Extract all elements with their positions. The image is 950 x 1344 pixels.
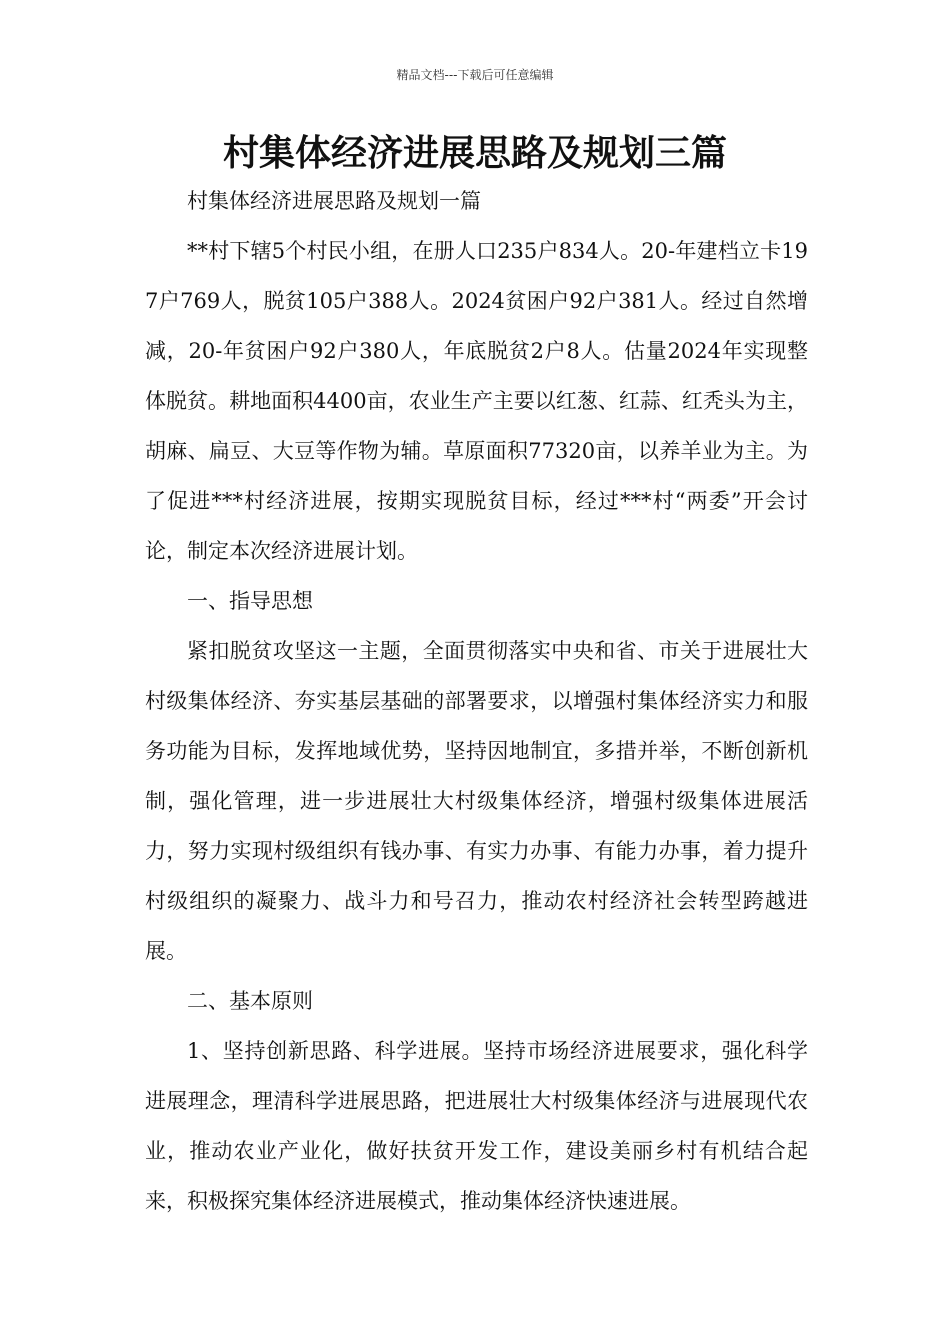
heading-basic-principles: 二、基本原则 (187, 989, 313, 1013)
paragraph-principle-1: 1、坚持创新思路、科学进展。坚持市场经济进展要求，强化科学进展理念，理清科学进展思路，把进展壮大村级集体经济与进展现代农业，推动农业产业化，做好扶贫开发工作，建设美丽乡村有机结合起来，积极探究集体经济进展模式，推动集体经济快速进展。 (145, 1039, 808, 1213)
header-note: 精品文档---下载后可任意编辑 (396, 68, 554, 82)
heading-guiding-thought: 一、指导思想 (187, 589, 313, 613)
document-body (145, 176, 808, 1226)
section-subtitle: 村集体经济进展思路及规划一篇 (187, 189, 481, 213)
paragraph-guiding-thought: 紧扣脱贫攻坚这一主题，全面贯彻落实中央和省、市关于进展壮大村级集体经济、夯实基层基础的部署要求，以增强村集体经济实力和服务功能为目标，发挥地域优势，坚持因地制宜，多措并举，不断创新机制，强化管理，进一步进展壮大村级集体经济，增强村级集体进展活力，努力实现村级组织有钱办事、有实力办事、有能力办事，着力提升村级组织的凝聚力、战斗力和号召力，推动农村经济社会转型跨越进展。 (145, 639, 808, 963)
paragraph-intro: **村下辖5个村民小组，在册人口235户834人。20-年建档立卡197户769人，脱贫105户388人。2024贫困户92户381人。经过自然增减，20-年贫困户92户380人，年底脱贫2户8人。估量2024年实现整体脱贫。耕地面积4400亩，农业生产主要以红葱、红蒜、红秃头为主，胡麻、扁豆、大豆等作物为辅。草原面积77320亩，以养羊业为主。为了促进***村经济进展，按期实现脱贫目标，经过***村“两委”开会讨论，制定本次经济进展计划。 (145, 239, 808, 563)
document-title: 村集体经济进展思路及规划三篇 (222, 133, 727, 174)
